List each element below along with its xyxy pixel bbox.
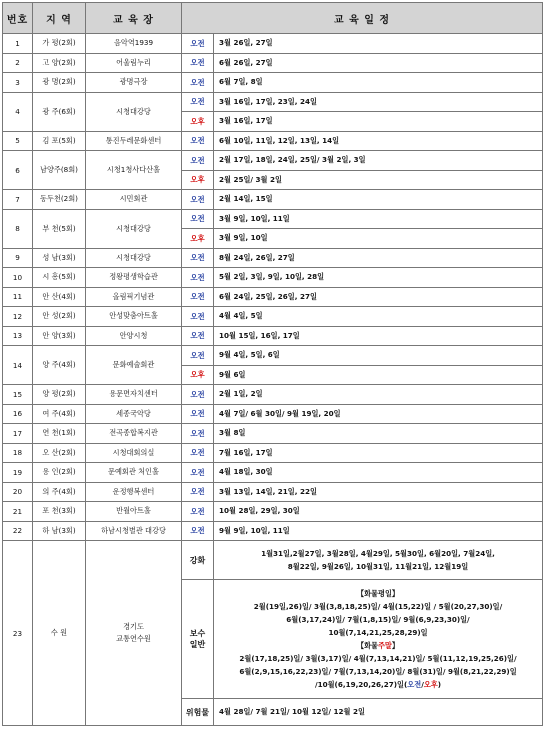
row-venue: 용문면자치센터 — [86, 385, 182, 405]
table-row — [3, 287, 543, 307]
header-venue: 교 육 장 — [86, 3, 182, 34]
schedule-dates: 2월 17일, 18일, 24일, 25일/ 3월 2일, 3일 — [214, 151, 543, 171]
session-am: 오전 — [182, 463, 214, 483]
row-venue: 음악역1939 — [86, 34, 182, 54]
row-region: 남양주(8회) — [33, 151, 86, 190]
row-region: 안 양(3회) — [33, 326, 86, 346]
weekend-title-red: 주말 — [377, 641, 392, 650]
table-row — [3, 521, 543, 541]
session-am: 오전 — [182, 326, 214, 346]
row-no: 2 — [3, 53, 33, 73]
row-venue: 시민회관 — [86, 190, 182, 210]
schedule-dates: 3월 9일, 10일, 11일 — [214, 209, 543, 229]
schedule-dates: 3월 8일 — [214, 424, 543, 444]
row-23-body — [3, 541, 543, 726]
session-am: 오전 — [182, 53, 214, 73]
schedule-dates: 6월 10일, 11일, 12일, 13일, 14일 — [214, 131, 543, 151]
table-row — [3, 424, 543, 444]
table-row — [3, 385, 543, 405]
row-venue: 시청대회의실 — [86, 443, 182, 463]
row-no: 8 — [3, 209, 33, 248]
row-region: 김 포(5회) — [33, 131, 86, 151]
row-no: 7 — [3, 190, 33, 210]
row-region: 성 남(3회) — [33, 248, 86, 268]
row-no: 11 — [3, 287, 33, 307]
session-am: 오전 — [182, 92, 214, 112]
row-venue: 안양시청 — [86, 326, 182, 346]
table-row — [3, 34, 543, 54]
row-venue: 안성맞춤아트홀 — [86, 307, 182, 327]
session-am: 오전 — [182, 502, 214, 522]
header-region: 지 역 — [33, 3, 86, 34]
header-no: 번호 — [3, 3, 33, 34]
schedule-dates: 9월 9일, 10일, 11일 — [214, 521, 543, 541]
row-venue — [86, 541, 182, 726]
row-region: 가 평(2회) — [33, 34, 86, 54]
schedule-dates: 4월 4일, 5일 — [214, 307, 543, 327]
schedule-table — [2, 2, 543, 726]
session-am: 오전 — [182, 307, 214, 327]
table-body — [3, 34, 543, 541]
row-region: 광 명(2회) — [33, 73, 86, 93]
row-region: 오 산(2회) — [33, 443, 86, 463]
session-am: 오전 — [182, 404, 214, 424]
schedule-dates: 9월 4일, 5일, 6일 — [214, 346, 543, 366]
session-am: 오전 — [182, 521, 214, 541]
table-row — [3, 463, 543, 483]
session-pm: 오후 — [182, 112, 214, 132]
row-venue: 시청1청사다산홀 — [86, 151, 182, 190]
table-row — [3, 443, 543, 463]
row-no: 17 — [3, 424, 33, 444]
schedule-dates: 6월 7일, 8일 — [214, 73, 543, 93]
session-am: 오전 — [182, 73, 214, 93]
table-row — [3, 268, 543, 288]
session-am: 오전 — [182, 424, 214, 444]
table-row — [3, 248, 543, 268]
row-no: 22 — [3, 521, 33, 541]
schedule-dates: 3월 16일, 17일, 23일, 24일 — [214, 92, 543, 112]
weekend-title-close: 】 — [391, 641, 400, 650]
schedule-dates: 3월 26일, 27일 — [214, 34, 543, 54]
table-row — [3, 190, 543, 210]
row-region: 부 천(5회) — [33, 209, 86, 248]
row-no: 12 — [3, 307, 33, 327]
row-region: 수 원 — [33, 541, 86, 726]
lecture-line2: 8월22일, 9월26일, 10월31일, 11월21일, 12월19일 — [287, 562, 469, 571]
weekday-title: 【화물평일】 — [356, 589, 400, 598]
weekend-end: ) — [437, 680, 442, 689]
schedule-dates: 3월 9일, 10일 — [214, 229, 543, 249]
row-venue: 올림픽기념관 — [86, 287, 182, 307]
row-venue: 광명극장 — [86, 73, 182, 93]
schedule-dates: 2월 14일, 15일 — [214, 190, 543, 210]
table-row — [3, 404, 543, 424]
row-region: 동두천(2회) — [33, 190, 86, 210]
schedule-dates: 2월 1일, 2일 — [214, 385, 543, 405]
session-am: 오전 — [182, 287, 214, 307]
row-region: 안 성(2회) — [33, 307, 86, 327]
row-venue: 문화예술회관 — [86, 346, 182, 385]
venue-line1: 경기도 — [123, 622, 144, 631]
session-am: 오전 — [182, 209, 214, 229]
general-dates — [214, 580, 543, 699]
row-region: 연 천(1회) — [33, 424, 86, 444]
row-region: 하 남(3회) — [33, 521, 86, 541]
general-label-line2: 일반 — [189, 640, 206, 649]
session-am: 오전 — [182, 151, 214, 171]
row-no: 3 — [3, 73, 33, 93]
session-am: 오전 — [182, 268, 214, 288]
table-row — [3, 307, 543, 327]
weekend-line-3-text: /10월(6,19,20,26,27)일( — [314, 680, 408, 689]
table-row — [3, 131, 543, 151]
weekend-slash: / — [421, 680, 424, 689]
row-region: 안 산(4회) — [33, 287, 86, 307]
schedule-dates: 4월 18일, 30일 — [214, 463, 543, 483]
weekday-line-3: 10월(7,14,21,25,28,29)일 — [328, 628, 428, 637]
schedule-dates: 10월 28일, 29일, 30일 — [214, 502, 543, 522]
session-am: 오전 — [182, 131, 214, 151]
row-region: 포 천(3회) — [33, 502, 86, 522]
weekend-am: 오전 — [407, 680, 422, 689]
table-row — [3, 53, 543, 73]
row-no: 18 — [3, 443, 33, 463]
row-region: 양 주(4회) — [33, 346, 86, 385]
weekend-line-2: 6월(2,9,15,16,22,23)일/ 7월(7,13,14,20)일/ 8월(31)일/ 9월(8,21,22,29)일 — [239, 667, 517, 676]
row-venue: 통진두레문화센터 — [86, 131, 182, 151]
row-venue: 시청대강당 — [86, 209, 182, 248]
table-row — [3, 482, 543, 502]
table-row — [3, 346, 543, 366]
category-danger: 위험물 — [182, 699, 214, 726]
venue-line2: 교통연수원 — [116, 634, 151, 643]
table-row — [3, 209, 543, 229]
lecture-dates — [214, 541, 543, 580]
session-am: 오전 — [182, 248, 214, 268]
schedule-dates: 3월 16일, 17일 — [214, 112, 543, 132]
row-no: 23 — [3, 541, 33, 726]
schedule-dates: 10월 15일, 16일, 17일 — [214, 326, 543, 346]
schedule-dates: 5월 2일, 3일, 9일, 10일, 28일 — [214, 268, 543, 288]
row-venue: 어울림누리 — [86, 53, 182, 73]
row-no: 20 — [3, 482, 33, 502]
table-row — [3, 151, 543, 171]
row-venue: 반월아트홀 — [86, 502, 182, 522]
row-venue: 시청대강당 — [86, 248, 182, 268]
session-am: 오전 — [182, 385, 214, 405]
weekend-line-3 — [216, 678, 540, 691]
row-region: 의 주(4회) — [33, 482, 86, 502]
session-pm: 오후 — [182, 229, 214, 249]
schedule-dates: 2월 25일/ 3월 2일 — [214, 170, 543, 190]
header-schedule: 교 육 일 정 — [182, 3, 543, 34]
weekend-pm: 오후 — [423, 680, 438, 689]
row-no: 5 — [3, 131, 33, 151]
schedule-dates: 3월 13일, 14일, 21일, 22일 — [214, 482, 543, 502]
row-venue: 운정행복센터 — [86, 482, 182, 502]
session-am: 오전 — [182, 190, 214, 210]
row-no: 6 — [3, 151, 33, 190]
row-venue: 하남시청별관 대강당 — [86, 521, 182, 541]
session-pm: 오후 — [182, 170, 214, 190]
weekday-line-2: 6월(3,17,24)일/ 7월(1,8,15)일/ 9월(6,9,23,30)일/ — [286, 615, 470, 624]
weekend-line-1: 2월(17,18,25)일/ 3월(3,17)일/ 4월(7,13,14,21)일/ 5월(11,12,19,25,26)일/ — [239, 654, 517, 663]
session-pm: 오후 — [182, 365, 214, 385]
row-region: 시 흥(5회) — [33, 268, 86, 288]
general-label-line1: 보수 — [189, 629, 206, 638]
weekend-title — [216, 639, 540, 652]
schedule-dates: 4월 7일/ 6월 30일/ 9월 19일, 20일 — [214, 404, 543, 424]
row-no: 4 — [3, 92, 33, 131]
category-general — [182, 580, 214, 699]
weekday-line-1: 2월(19일,26)일/ 3월(3,8,18,25)일/ 4월(15,22)일 / 5월(20,27,30)일/ — [253, 602, 503, 611]
row-region: 여 주(4회) — [33, 404, 86, 424]
schedule-dates: 7월 16일, 17일 — [214, 443, 543, 463]
schedule-dates: 8월 24일, 26일, 27일 — [214, 248, 543, 268]
row-venue: 정왕평생학습관 — [86, 268, 182, 288]
row-no: 14 — [3, 346, 33, 385]
schedule-dates: 9월 6일 — [214, 365, 543, 385]
row-no: 13 — [3, 326, 33, 346]
session-am: 오전 — [182, 34, 214, 54]
row-venue: 시청대강당 — [86, 92, 182, 131]
session-am: 오전 — [182, 443, 214, 463]
category-lecture: 강화 — [182, 541, 214, 580]
row-no: 21 — [3, 502, 33, 522]
weekend-title-open: 【화물 — [356, 641, 378, 650]
row-no: 15 — [3, 385, 33, 405]
table-row — [3, 326, 543, 346]
row-no: 19 — [3, 463, 33, 483]
row-region: 용 인(2회) — [33, 463, 86, 483]
row-region: 광 주(6회) — [33, 92, 86, 131]
row-no: 10 — [3, 268, 33, 288]
row-venue: 문예회관 처인홀 — [86, 463, 182, 483]
row-venue: 전곡종합복지관 — [86, 424, 182, 444]
table-row — [3, 92, 543, 112]
header-row — [3, 3, 543, 34]
row-no: 1 — [3, 34, 33, 54]
row-region: 양 평(2회) — [33, 385, 86, 405]
row-no: 9 — [3, 248, 33, 268]
table-row — [3, 502, 543, 522]
lecture-line1: 1월31일,2월27일, 3월28일, 4월29일, 5월30일, 6월20일, 7월24일, — [261, 549, 495, 558]
row-region: 고 양(2회) — [33, 53, 86, 73]
table-row — [3, 73, 543, 93]
schedule-dates: 6월 24일, 25일, 26일, 27일 — [214, 287, 543, 307]
row-no: 16 — [3, 404, 33, 424]
danger-dates: 4월 28일/ 7월 21일/ 10월 12일/ 12월 2일 — [214, 699, 543, 726]
session-am: 오전 — [182, 482, 214, 502]
row-venue: 세종국악당 — [86, 404, 182, 424]
schedule-dates: 6월 26일, 27일 — [214, 53, 543, 73]
session-am: 오전 — [182, 346, 214, 366]
table-row-23-lecture — [3, 541, 543, 580]
